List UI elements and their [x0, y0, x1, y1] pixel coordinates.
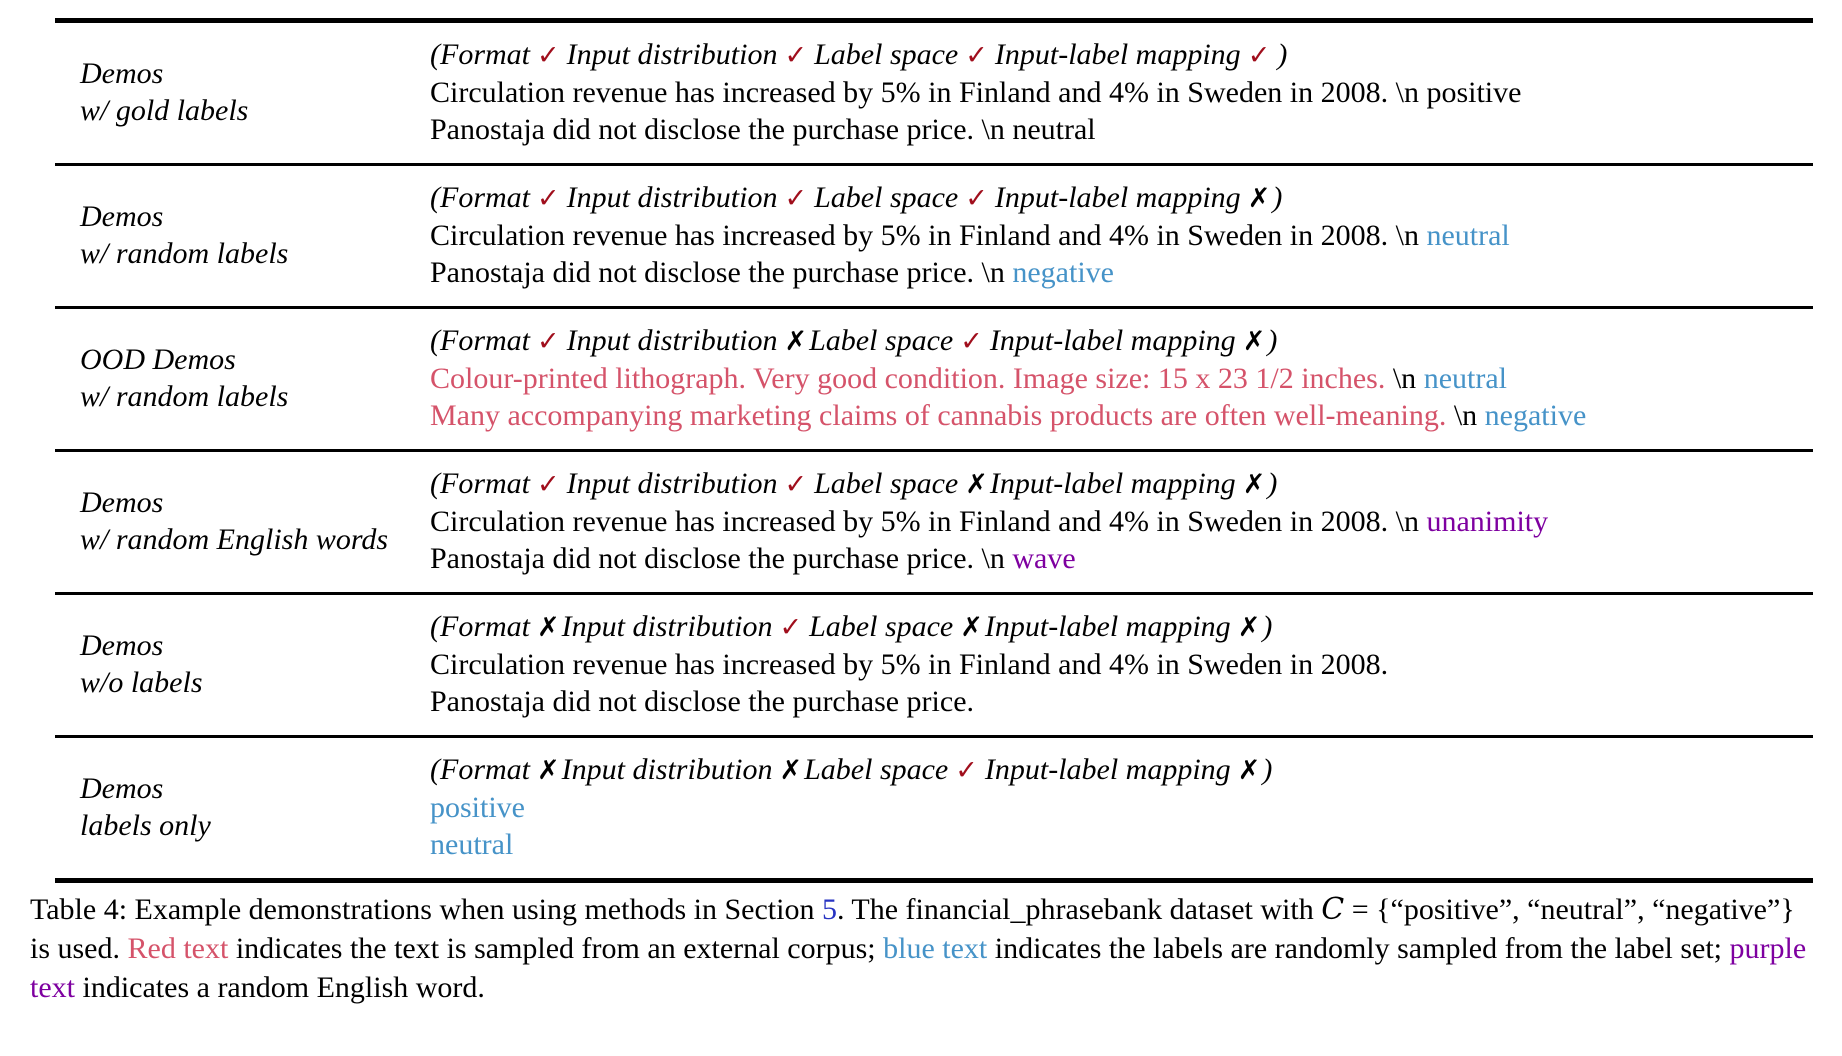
criterion-label: Input-label mapping — [989, 324, 1236, 357]
row-label — [55, 36, 430, 148]
paren-close: ) — [1262, 753, 1273, 786]
row-content — [430, 751, 1813, 863]
paren-close: ) — [1277, 38, 1288, 71]
caption-segment: indicates the text is sampled from an external corpus; — [228, 932, 884, 965]
check-icon: ✓ — [537, 40, 560, 71]
caption-segment: . The financial_phrasebank dataset with — [836, 893, 1322, 926]
table-row — [55, 449, 1813, 592]
criteria-header — [430, 36, 1805, 74]
criterion-label: Input distribution — [566, 324, 778, 357]
criterion-label: Format — [440, 324, 530, 357]
row-label — [55, 608, 430, 720]
criterion-label: Format — [440, 467, 530, 500]
demo-text-segment: negative — [1012, 256, 1114, 289]
demo-text-segment: \n — [1446, 399, 1485, 432]
demo-line — [430, 683, 1805, 720]
check-icon: ✓ — [1247, 40, 1271, 71]
demo-line — [430, 360, 1805, 397]
row-label-line: OOD Demos — [80, 343, 236, 376]
row-label-line: Demos — [80, 486, 164, 519]
paren-open: ( — [430, 753, 440, 786]
criterion-label: Input distribution — [566, 181, 778, 214]
paren-open: ( — [430, 38, 440, 71]
criterion-label: Input distribution — [561, 753, 773, 786]
paren-close: ) — [1272, 181, 1283, 214]
row-label-line: Demos — [80, 200, 164, 233]
criterion-label: Label space — [809, 324, 954, 357]
criterion-label: Input-label mapping — [984, 610, 1231, 643]
demo-text-segment: neutral — [1423, 362, 1507, 395]
check-icon: ✓ — [537, 326, 560, 357]
demo-text-segment: neutral — [430, 828, 514, 861]
paren-close: ) — [1267, 324, 1278, 357]
caption-segment: purple text — [30, 932, 1807, 1004]
check-icon: ✓ — [955, 755, 978, 786]
demo-text-segment: negative — [1484, 399, 1587, 432]
cross-icon: ✗ — [537, 755, 560, 786]
section-5-link[interactable]: 5 — [821, 893, 837, 926]
criterion-label: Label space — [809, 610, 954, 643]
criterion-label: Format — [440, 610, 530, 643]
row-label-line: w/ random labels — [80, 237, 289, 270]
criterion-label: Label space — [814, 38, 959, 71]
criteria-header — [430, 751, 1805, 789]
demo-line — [430, 503, 1805, 540]
caption-segment: Table 4: Example demonstrations when using methods in Section — [30, 893, 822, 926]
cross-icon: ✗ — [537, 612, 560, 643]
demo-line — [430, 646, 1805, 683]
check-icon: ✓ — [784, 469, 808, 500]
criterion-label: Format — [440, 753, 530, 786]
cross-icon: ✗ — [1242, 326, 1266, 357]
check-icon: ✓ — [537, 469, 560, 500]
check-icon: ✓ — [960, 326, 983, 357]
criterion-label: Format — [440, 181, 530, 214]
paren-close: ) — [1262, 610, 1273, 643]
row-label — [55, 465, 430, 577]
caption-segment: C — [1321, 892, 1345, 927]
cross-icon: ✗ — [960, 612, 983, 643]
paren-open: ( — [430, 181, 440, 214]
demo-text-segment: Panostaja did not disclose the purchase price. \n — [430, 542, 1013, 575]
criterion-label: Input distribution — [566, 467, 778, 500]
table-row — [55, 592, 1813, 735]
demo-text-segment: Panostaja did not disclose the purchase price. \n — [430, 256, 1013, 289]
demo-text-segment: Colour-printed lithograph. Very good condition. Image size: 15 x 23 1/2 inches. — [430, 362, 1386, 395]
row-label-line: Demos — [80, 772, 164, 805]
row-label — [55, 322, 430, 434]
criterion-label: Input distribution — [566, 38, 778, 71]
caption-segment: indicates a random English word. — [75, 971, 485, 1004]
demo-line — [430, 74, 1805, 111]
cross-icon: ✗ — [1247, 183, 1271, 214]
criterion-label: Label space — [814, 467, 959, 500]
caption-segment: blue text — [883, 932, 988, 965]
criterion-label: Format — [440, 38, 530, 71]
row-content — [430, 465, 1813, 577]
row-label-line: labels only — [80, 809, 211, 842]
criterion-label: Label space — [814, 181, 959, 214]
demo-line — [430, 540, 1805, 577]
demo-text-segment: unanimity — [1426, 505, 1549, 538]
caption-segment: = {“positive”, “neutral”, “negative”} is used. — [30, 893, 1795, 965]
check-icon: ✓ — [537, 183, 560, 214]
cross-icon: ✗ — [779, 755, 803, 786]
check-icon: ✓ — [965, 40, 988, 71]
criteria-header — [430, 179, 1805, 217]
paren-close: ) — [1267, 467, 1278, 500]
row-label-line: Demos — [80, 629, 164, 662]
cross-icon: ✗ — [1237, 612, 1261, 643]
table-row — [55, 163, 1813, 306]
demo-text-segment: Panostaja did not disclose the purchase price. \n neutral — [430, 113, 1096, 146]
row-label-line: w/ random labels — [80, 380, 289, 413]
row-content — [430, 608, 1813, 720]
row-label-line: w/o labels — [80, 666, 203, 699]
criterion-label: Input-label mapping — [989, 467, 1236, 500]
check-icon: ✓ — [779, 612, 803, 643]
demo-text-segment: Circulation revenue has increased by 5% in Finland and 4% in Sweden in 2008. \n — [430, 505, 1427, 538]
table-caption — [30, 890, 1816, 1007]
criterion-label: Input distribution — [561, 610, 773, 643]
demo-text-segment: neutral — [1426, 219, 1510, 252]
check-icon: ✓ — [784, 183, 808, 214]
table-row — [55, 306, 1813, 449]
demo-line — [430, 789, 1805, 826]
demo-text-segment: wave — [1012, 542, 1076, 575]
criterion-label: Input-label mapping — [994, 181, 1241, 214]
demo-text-segment: Panostaja did not disclose the purchase price. — [430, 685, 975, 718]
criterion-label: Label space — [804, 753, 949, 786]
caption-segment: Red text — [127, 932, 229, 965]
row-label-line: w/ gold labels — [80, 94, 249, 127]
demo-line — [430, 826, 1805, 863]
demo-text-segment: \n — [1385, 362, 1424, 395]
paren-open: ( — [430, 610, 440, 643]
table-row — [55, 23, 1813, 163]
criteria-header — [430, 465, 1805, 503]
row-label — [55, 179, 430, 291]
criterion-label: Input-label mapping — [984, 753, 1231, 786]
criterion-label: Input-label mapping — [994, 38, 1241, 71]
criteria-header — [430, 322, 1805, 360]
row-content — [430, 36, 1813, 148]
paren-open: ( — [430, 324, 440, 357]
row-label — [55, 751, 430, 863]
demo-text-segment: positive — [430, 791, 525, 824]
cross-icon: ✗ — [784, 326, 808, 357]
paren-open: ( — [430, 467, 440, 500]
cross-icon: ✗ — [1237, 755, 1261, 786]
caption-segment: indicates the labels are randomly sampled from the label set; — [987, 932, 1730, 965]
demo-line — [430, 111, 1805, 148]
cross-icon: ✗ — [1242, 469, 1266, 500]
demo-text-segment: Circulation revenue has increased by 5% in Finland and 4% in Sweden in 2008. \n positive — [430, 76, 1522, 109]
row-label-line: Demos — [80, 57, 164, 90]
demo-table — [55, 18, 1813, 883]
demo-line — [430, 217, 1805, 254]
table-row — [55, 735, 1813, 878]
demo-text-segment: Many accompanying marketing claims of cannabis products are often well-meaning. — [430, 399, 1447, 432]
row-content — [430, 179, 1813, 291]
row-content — [430, 322, 1813, 434]
demo-text-segment: Circulation revenue has increased by 5% in Finland and 4% in Sweden in 2008. \n — [430, 219, 1427, 252]
check-icon: ✓ — [965, 183, 988, 214]
row-label-line: w/ random English words — [80, 523, 389, 556]
cross-icon: ✗ — [965, 469, 988, 500]
demo-line — [430, 397, 1805, 434]
criteria-header — [430, 608, 1805, 646]
demo-line — [430, 254, 1805, 291]
demo-text-segment: Circulation revenue has increased by 5% in Finland and 4% in Sweden in 2008. — [430, 648, 1389, 681]
check-icon: ✓ — [784, 40, 808, 71]
